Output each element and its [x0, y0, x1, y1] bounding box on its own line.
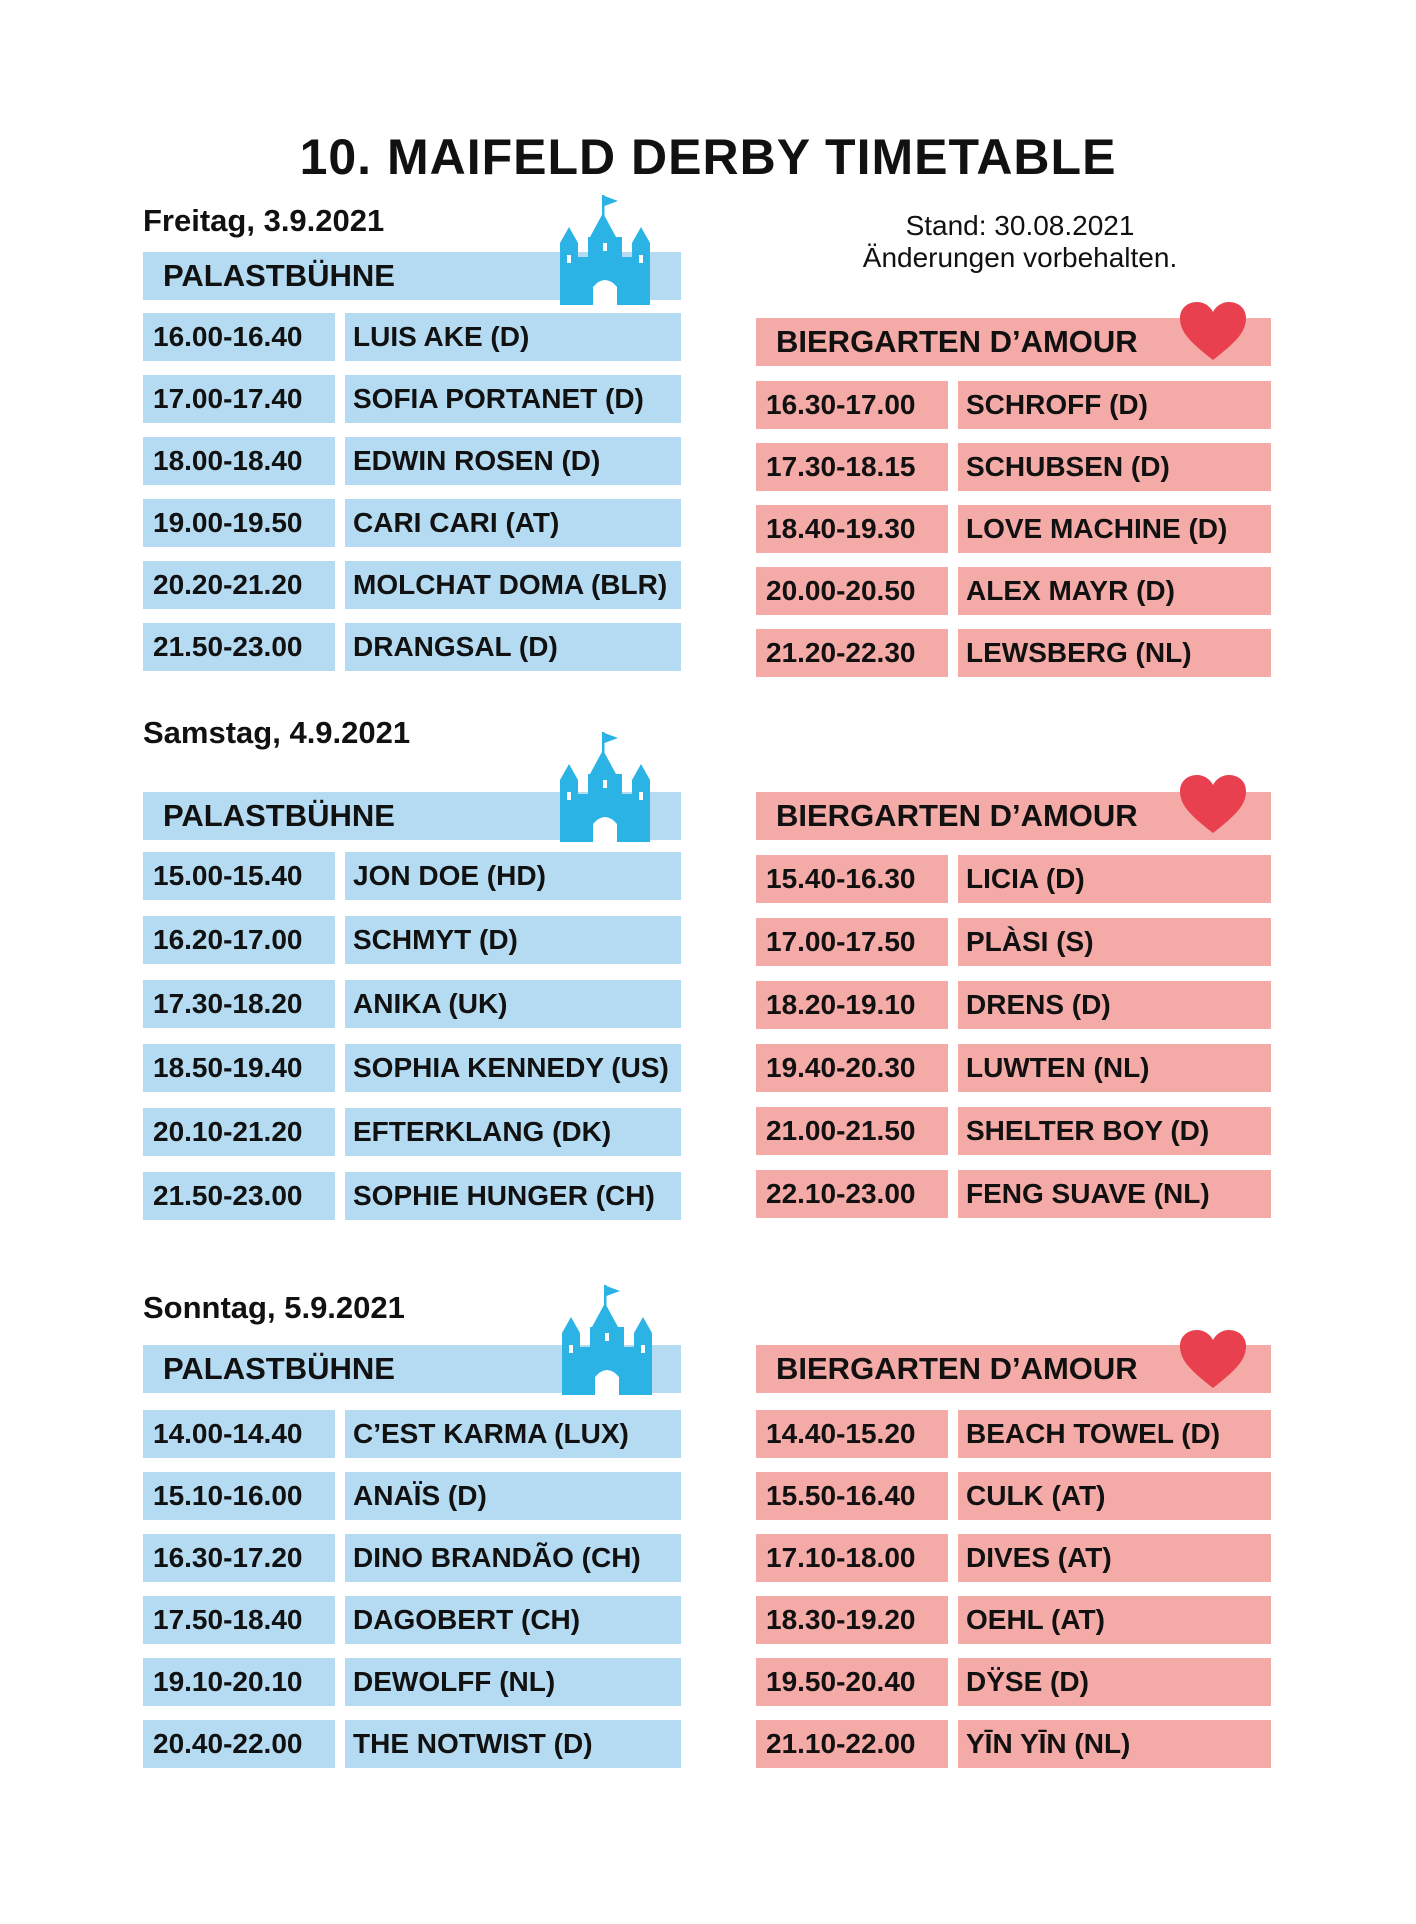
schedule-row — [143, 1472, 681, 1520]
time-slot: 22.10-23.00 — [756, 1170, 948, 1218]
schedule-row — [143, 852, 681, 900]
act-name: BEACH TOWEL (D) — [958, 1410, 1271, 1458]
act-name: LUWTEN (NL) — [958, 1044, 1271, 1092]
stand-date: Stand: 30.08.2021 — [905, 210, 1135, 241]
schedule-row — [143, 1108, 681, 1156]
stage-header-biergarten: BIERGARTEN D’AMOUR — [756, 318, 1271, 366]
castle-icon — [562, 1285, 652, 1395]
schedule-row — [756, 1410, 1271, 1458]
day-heading: Sonntag, 5.9.2021 — [143, 1290, 405, 1325]
act-name: MOLCHAT DOMA (BLR) — [345, 561, 681, 609]
act-name: SCHUBSEN (D) — [958, 443, 1271, 491]
time-slot: 21.50-23.00 — [143, 623, 335, 671]
heart-icon — [1180, 775, 1246, 835]
page-title: 10. MAIFELD DERBY TIMETABLE — [299, 129, 1117, 185]
day-heading: Samstag, 4.9.2021 — [143, 715, 411, 750]
act-name: ALEX MAYR (D) — [958, 567, 1271, 615]
time-slot: 15.00-15.40 — [143, 852, 335, 900]
schedule-row — [143, 623, 681, 671]
time-slot: 18.50-19.40 — [143, 1044, 335, 1092]
time-slot: 21.50-23.00 — [143, 1172, 335, 1220]
time-slot: 15.40-16.30 — [756, 855, 948, 903]
time-slot: 15.50-16.40 — [756, 1472, 948, 1520]
time-slot: 21.10-22.00 — [756, 1720, 948, 1768]
castle-icon — [560, 732, 650, 842]
time-slot: 14.00-14.40 — [143, 1410, 335, 1458]
act-name: DEWOLFF (NL) — [345, 1658, 681, 1706]
act-name: SOFIA PORTANET (D) — [345, 375, 681, 423]
stand-disclaimer: Änderungen vorbehalten. — [862, 242, 1178, 273]
schedule-row — [756, 1534, 1271, 1582]
schedule-row — [756, 1107, 1271, 1155]
act-name: SCHMYT (D) — [345, 916, 681, 964]
schedule-row — [756, 443, 1271, 491]
schedule-row — [756, 381, 1271, 429]
time-slot: 20.00-20.50 — [756, 567, 948, 615]
act-name: DŸSE (D) — [958, 1658, 1271, 1706]
time-slot: 16.30-17.00 — [756, 381, 948, 429]
time-slot: 17.10-18.00 — [756, 1534, 948, 1582]
heart-icon — [1180, 1330, 1246, 1390]
schedule-row — [143, 1410, 681, 1458]
time-slot: 20.20-21.20 — [143, 561, 335, 609]
act-name: CARI CARI (AT) — [345, 499, 681, 547]
time-slot: 19.50-20.40 — [756, 1658, 948, 1706]
castle-icon — [560, 195, 650, 305]
schedule-row — [756, 918, 1271, 966]
act-name: DINO BRANDÃO (CH) — [345, 1534, 681, 1582]
heart-icon — [1180, 302, 1246, 362]
time-slot: 20.40-22.00 — [143, 1720, 335, 1768]
schedule-row — [143, 437, 681, 485]
schedule-row — [143, 1720, 681, 1768]
schedule-row — [756, 1170, 1271, 1218]
schedule-row — [756, 629, 1271, 677]
stage-header-biergarten: BIERGARTEN D’AMOUR — [756, 792, 1271, 840]
time-slot: 18.00-18.40 — [143, 437, 335, 485]
time-slot: 19.10-20.10 — [143, 1658, 335, 1706]
schedule-row — [756, 1596, 1271, 1644]
schedule-row — [143, 1596, 681, 1644]
act-name: DAGOBERT (CH) — [345, 1596, 681, 1644]
act-name: LEWSBERG (NL) — [958, 629, 1271, 677]
schedule-row — [756, 1720, 1271, 1768]
act-name: EFTERKLANG (DK) — [345, 1108, 681, 1156]
time-slot: 16.30-17.20 — [143, 1534, 335, 1582]
act-name: SOPHIA KENNEDY (US) — [345, 1044, 681, 1092]
time-slot: 19.40-20.30 — [756, 1044, 948, 1092]
schedule-row — [756, 1472, 1271, 1520]
schedule-row — [143, 1534, 681, 1582]
stage-header-biergarten: BIERGARTEN D’AMOUR — [756, 1345, 1271, 1393]
time-slot: 14.40-15.20 — [756, 1410, 948, 1458]
act-name: DRENS (D) — [958, 981, 1271, 1029]
time-slot: 16.20-17.00 — [143, 916, 335, 964]
schedule-row — [756, 1658, 1271, 1706]
time-slot: 21.20-22.30 — [756, 629, 948, 677]
schedule-row — [756, 855, 1271, 903]
act-name: YĪN YĪN (NL) — [958, 1720, 1271, 1768]
time-slot: 20.10-21.20 — [143, 1108, 335, 1156]
act-name: SCHROFF (D) — [958, 381, 1271, 429]
time-slot: 17.50-18.40 — [143, 1596, 335, 1644]
schedule-row — [143, 916, 681, 964]
act-name: ANAÏS (D) — [345, 1472, 681, 1520]
schedule-row — [143, 499, 681, 547]
day-heading: Freitag, 3.9.2021 — [143, 203, 385, 238]
schedule-row — [143, 1658, 681, 1706]
act-name: PLÀSI (S) — [958, 918, 1271, 966]
time-slot: 17.30-18.20 — [143, 980, 335, 1028]
act-name: CULK (AT) — [958, 1472, 1271, 1520]
act-name: SHELTER BOY (D) — [958, 1107, 1271, 1155]
act-name: DIVES (AT) — [958, 1534, 1271, 1582]
schedule-row — [143, 1044, 681, 1092]
stage-header-palastbuehne: PALASTBÜHNE — [143, 252, 681, 300]
act-name: EDWIN ROSEN (D) — [345, 437, 681, 485]
schedule-row — [756, 981, 1271, 1029]
act-name: ANIKA (UK) — [345, 980, 681, 1028]
time-slot: 18.20-19.10 — [756, 981, 948, 1029]
schedule-row — [143, 980, 681, 1028]
act-name: JON DOE (HD) — [345, 852, 681, 900]
act-name: LOVE MACHINE (D) — [958, 505, 1271, 553]
act-name: LUIS AKE (D) — [345, 313, 681, 361]
act-name: THE NOTWIST (D) — [345, 1720, 681, 1768]
time-slot: 18.30-19.20 — [756, 1596, 948, 1644]
schedule-row — [143, 561, 681, 609]
act-name: SOPHIE HUNGER (CH) — [345, 1172, 681, 1220]
schedule-row — [756, 505, 1271, 553]
act-name: LICIA (D) — [958, 855, 1271, 903]
schedule-row — [143, 375, 681, 423]
time-slot: 17.30-18.15 — [756, 443, 948, 491]
time-slot: 16.00-16.40 — [143, 313, 335, 361]
schedule-row — [143, 1172, 681, 1220]
stage-header-palastbuehne: PALASTBÜHNE — [143, 792, 681, 840]
act-name: C’EST KARMA (LUX) — [345, 1410, 681, 1458]
stand-note — [790, 210, 1250, 274]
act-name: FENG SUAVE (NL) — [958, 1170, 1271, 1218]
time-slot: 18.40-19.30 — [756, 505, 948, 553]
schedule-row — [143, 313, 681, 361]
time-slot: 17.00-17.40 — [143, 375, 335, 423]
time-slot: 15.10-16.00 — [143, 1472, 335, 1520]
act-name: OEHL (AT) — [958, 1596, 1271, 1644]
time-slot: 19.00-19.50 — [143, 499, 335, 547]
act-name: DRANGSAL (D) — [345, 623, 681, 671]
stage-header-palastbuehne: PALASTBÜHNE — [143, 1345, 681, 1393]
time-slot: 21.00-21.50 — [756, 1107, 948, 1155]
schedule-row — [756, 567, 1271, 615]
time-slot: 17.00-17.50 — [756, 918, 948, 966]
schedule-row — [756, 1044, 1271, 1092]
